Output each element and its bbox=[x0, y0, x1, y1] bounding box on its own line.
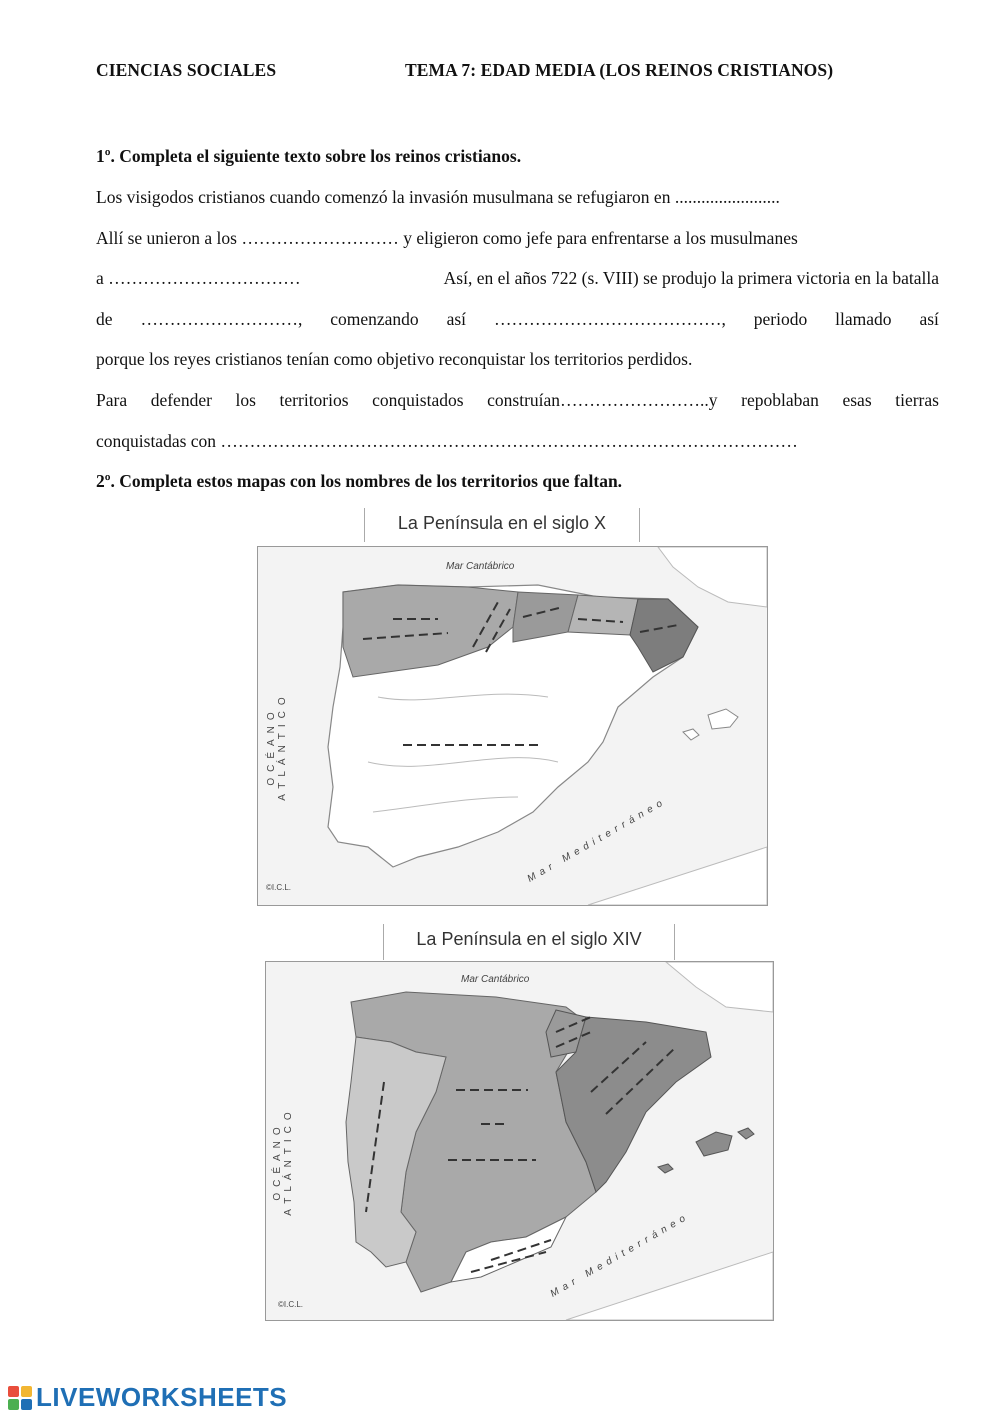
map2-svg bbox=[266, 962, 773, 1320]
map1-france-land bbox=[658, 547, 767, 607]
map1-africa-land bbox=[588, 847, 767, 905]
map2-balearic-islands bbox=[658, 1164, 673, 1173]
map2-sea-north: Mar Cantábrico bbox=[461, 974, 530, 985]
exercise1-line7: conquistadas con ……………………………………………………………………………………… bbox=[96, 431, 798, 451]
word: defender bbox=[150, 390, 212, 410]
map1-sea-north: Mar Cantábrico bbox=[446, 561, 515, 572]
exercise1-line3-blank: a …………………………… bbox=[96, 268, 301, 288]
word: así bbox=[919, 309, 939, 329]
map1-ocean: OCÉANO ATLÁNTICO bbox=[266, 691, 288, 801]
map1-kingdom-aragon bbox=[568, 595, 638, 635]
map1-svg bbox=[258, 547, 767, 905]
word: los bbox=[235, 390, 256, 410]
word: conquistados bbox=[372, 390, 464, 410]
map2-ocean: OCÉANO ATLÁNTICO bbox=[272, 1106, 294, 1216]
subject-title: CIENCIAS SOCIALES bbox=[96, 60, 277, 80]
word: tierras bbox=[895, 390, 939, 410]
word: repoblaban bbox=[741, 390, 819, 410]
word: periodo bbox=[753, 309, 808, 329]
map2-sea-med: Mar Mediterráneo bbox=[548, 1210, 692, 1300]
map2-credit: ©I.C.L. bbox=[278, 1300, 304, 1309]
word: territorios bbox=[279, 390, 349, 410]
map1-sea-med: Mar Mediterráneo bbox=[525, 795, 669, 885]
exercise1-line3 bbox=[96, 267, 939, 289]
map2-balearic-islands bbox=[696, 1132, 732, 1156]
map2-title: La Península en el siglo XIV bbox=[383, 924, 675, 960]
exercise1-line5: porque los reyes cristianos tenían como objetivo reconquistar los territorios perdidos. bbox=[96, 349, 693, 369]
exercise1-title: 1º. Completa el siguiente texto sobre los reinos cristianos. bbox=[96, 146, 522, 166]
map1 bbox=[257, 546, 768, 906]
word: Para bbox=[96, 390, 128, 410]
exercise1-line3-text: Así, en el años 722 (s. VIII) se produjo la primera victoria en la batalla bbox=[443, 268, 939, 288]
word: …………………………………, bbox=[493, 309, 726, 329]
topic-title: TEMA 7: EDAD MEDIA (LOS REINOS CRISTIANOS) bbox=[405, 60, 834, 80]
exercise2-title: 2º. Completa estos mapas con los nombres de los territorios que faltan. bbox=[96, 471, 623, 491]
liveworksheets-logo[interactable] bbox=[8, 1382, 287, 1413]
map1-balearic-islands bbox=[708, 709, 738, 729]
word: así bbox=[446, 309, 467, 329]
liveworksheets-brand: LIVEWORKSHEETS bbox=[36, 1382, 288, 1412]
word: de bbox=[96, 309, 113, 329]
word: comenzando bbox=[330, 309, 419, 329]
word: esas bbox=[842, 390, 872, 410]
exercise1-line1: Los visigodos cristianos cuando comenzó la invasión musulmana se refugiaron en ........................ bbox=[96, 187, 780, 207]
word: ………………………, bbox=[140, 309, 303, 329]
word: construían……………………..y bbox=[487, 390, 718, 410]
word: llamado bbox=[835, 309, 892, 329]
exercise1-line4 bbox=[96, 308, 939, 330]
map2-balearic-islands bbox=[738, 1128, 754, 1139]
exercise1-line2: Allí se unieron a los ……………………… y eligieron como jefe para enfrentarse a los musulmanes bbox=[96, 228, 798, 248]
map1-credit: ©I.C.L. bbox=[266, 883, 292, 892]
map2 bbox=[265, 961, 774, 1321]
map1-balearic-islands bbox=[683, 729, 699, 740]
liveworksheets-logo-icon bbox=[8, 1386, 32, 1410]
map1-title: La Península en el siglo X bbox=[364, 508, 640, 542]
map2-france-land bbox=[666, 962, 773, 1012]
exercise1-line6 bbox=[96, 389, 939, 411]
